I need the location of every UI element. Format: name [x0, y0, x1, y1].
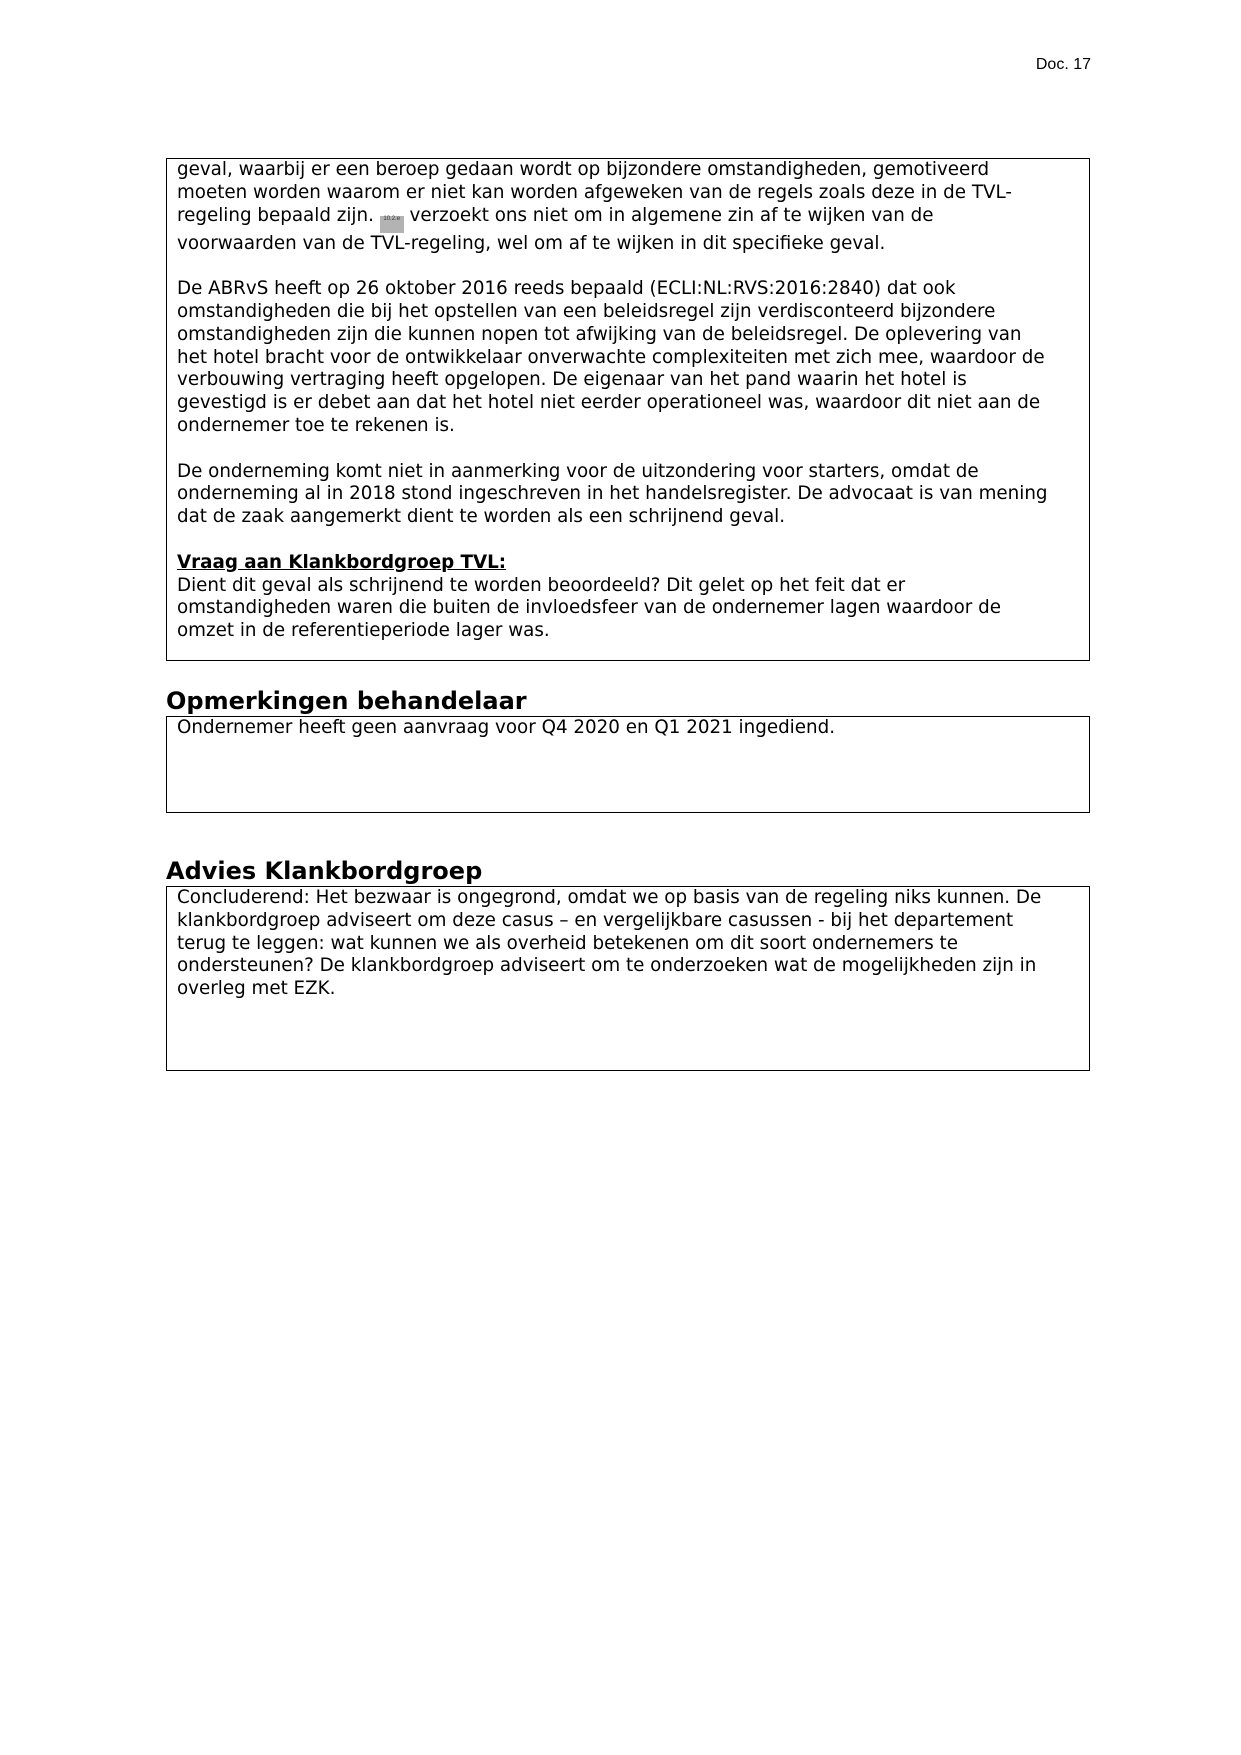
- document-number: Doc. 17: [1035, 56, 1091, 73]
- opmerkingen-title: Opmerkingen behandelaar: [166, 687, 527, 715]
- paragraph-motivation-end: verzoekt ons niet om in algemene zin af te wijken van de voorwaarden van de TVL-regeling, wel om af te wijken in dit specifieke geval.: [177, 204, 934, 254]
- advies-title: Advies Klankbordgroep: [166, 857, 483, 885]
- paragraph-motivation-start: geval, waarbij er een beroep gedaan wordt op bijzondere omstandigheden, gemotiveerd moeten worden waarom er niet kan worden afgeweken van de regels zoals deze in de TVL- regeling bepaald zijn.: [177, 159, 1012, 226]
- paragraph-motivation: [177, 159, 1079, 255]
- question-heading: Vraag aan Klankbordgroep TVL:: [177, 551, 507, 573]
- paragraph-starters: De onderneming komt niet in aanmerking voor de uitzondering voor starters, omdat de onderneming al in 2018 stond ingeschreven in het handelsregister. De advocaat is van mening dat de zaak aangemerkt dient te worden als een schrijnend geval.: [177, 460, 1048, 528]
- case-description-box: [166, 158, 1090, 661]
- advies-box: [166, 886, 1090, 1071]
- paragraph-abrvs: De ABRvS heeft op 26 oktober 2016 reeds bepaald (ECLI:NL:RVS:2016:2840) dat ook omstandigheden die bij het opstellen van een beleidsregel zijn verdisconteerd bijzondere omstandigheden zijn die kunnen nopen tot afwijking van de beleidsregel. De oplevering van het hotel bracht voor de ontwikkelaar onverwachte complexiteiten met zich mee, waardoor de verbouwing vertraging heeft opgelopen. De eigenaar van het pand waarin het hotel is gevestigd is er debet aan dat het hotel niet eerder operationeel was, waardoor dit niet aan de ondernemer toe te rekenen is.: [177, 278, 1045, 436]
- opmerkingen-box: [166, 716, 1090, 813]
- question-text: Dient dit geval als schrijnend te worden beoordeeld? Dit gelet op het feit dat er omstandigheden waren die buiten de invloedsfeer van de ondernemer lagen waardoor de omzet in de referentieperiode lager was.: [177, 574, 1001, 642]
- redaction-mark: 10.2.e: [380, 216, 404, 233]
- opmerkingen-text: Ondernemer heeft geen aanvraag voor Q4 2020 en Q1 2021 ingediend.: [177, 717, 835, 738]
- advies-text: Concluderend: Het bezwaar is ongegrond, omdat we op basis van de regeling niks kunnen. De klankbordgroep adviseert om deze casus – en vergelijkbare casussen - bij het departement terug te leggen: wat kunnen we als overheid betekenen om dit soort ondernemers te ondersteunen? De klankbordgroep adviseert om te onderzoeken wat de mogelijkheden zijn in overleg met EZK.: [177, 887, 1042, 1000]
- question-block: [177, 552, 1079, 643]
